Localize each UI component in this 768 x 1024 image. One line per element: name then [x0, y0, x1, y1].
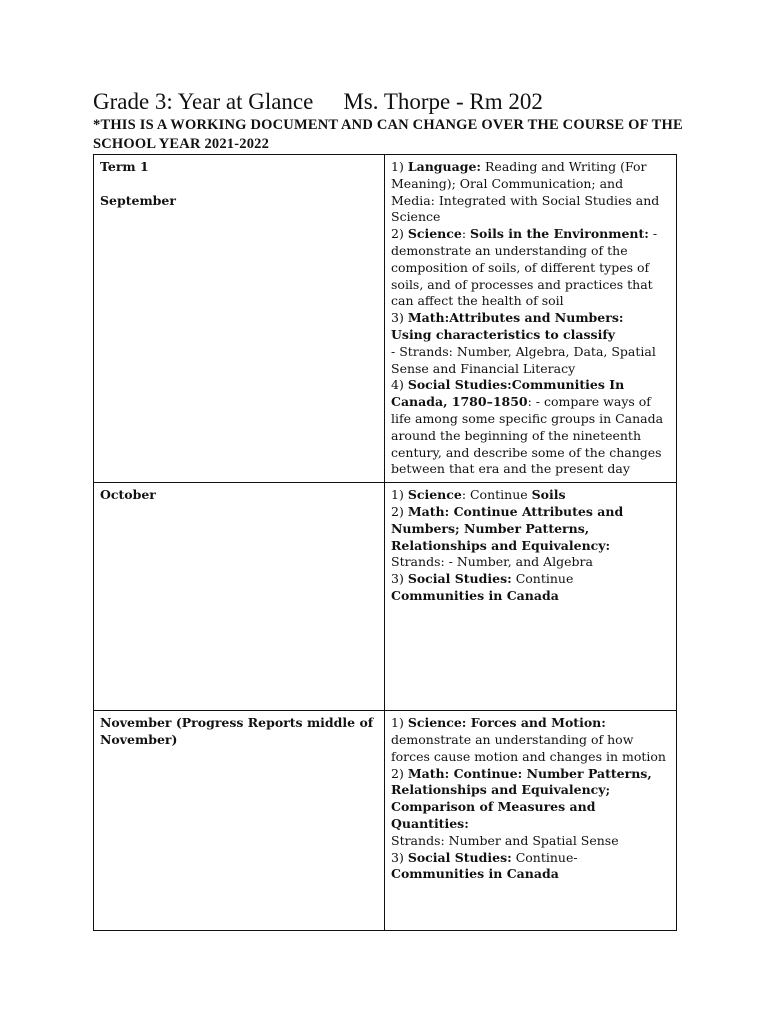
list-item: 3) Social Studies: Continue Communities in Canada	[391, 571, 574, 603]
teacher-room: Ms. Thorpe - Rm 202	[343, 89, 543, 114]
table-row	[94, 155, 677, 483]
month-cell	[94, 483, 385, 711]
title-text: Grade 3: Year at Glance	[93, 89, 314, 114]
list-item: 1) Science: Forces and Motion: demonstrate an understanding of how forces cause motion and changes in motion	[391, 715, 666, 764]
working-document-note: *THIS IS A WORKING DOCUMENT AND CAN CHANGE OVER THE COURSE OF THE SCHOOL YEAR 2021-2022	[93, 117, 683, 152]
list-item: 2) Math: Continue: Number Patterns, Relationships and Equivalency; Comparison of Measures and Quantities: Strands: Number and Spatial Sense	[391, 765, 652, 848]
curriculum-cell	[385, 483, 677, 711]
month-cell	[94, 711, 385, 931]
table-row	[94, 483, 677, 711]
month-label: November (Progress Reports middle of November)	[100, 715, 374, 747]
month-cell	[94, 155, 385, 483]
list-item: 1) Language: Reading and Writing (For Meaning); Oral Communication; and Media: Integrated with Social Studies and Science	[391, 159, 660, 225]
list-item: 4) Social Studies:Communities In Canada, 1780–1850: - compare ways of life among some specific groups in Canada around the beginning of the nineteenth century, and describe some of the changes between that era and the present day	[391, 377, 664, 477]
curriculum-cell	[385, 155, 677, 483]
month-label: September	[100, 192, 176, 208]
list-item: 3) Social Studies: Continue- Communities in Canada	[391, 849, 578, 882]
list-item: 3) Math:Attributes and Numbers: Using characteristics to classify - Strands: Number, Algebra, Data, Spatial Sense and Financial Literacy	[391, 310, 656, 376]
month-label: October	[100, 487, 156, 503]
table-row	[94, 711, 677, 931]
list-item: 2) Math: Continue Attributes and Numbers; Number Patterns, Relationships and Equivalency: Strands: - Number, and Algebra	[391, 503, 624, 570]
list-item: 2) Science: Soils in the Environment: - demonstrate an understanding of the composition of soils, of different types of soils, and of processes and practices that can affect the health of soil	[391, 226, 658, 309]
curriculum-cell	[385, 711, 677, 931]
term-label: Term 1	[100, 159, 149, 174]
year-at-glance-table	[93, 154, 677, 931]
list-item: 1) Science: Continue Soils	[391, 487, 566, 503]
document-title	[93, 88, 543, 116]
